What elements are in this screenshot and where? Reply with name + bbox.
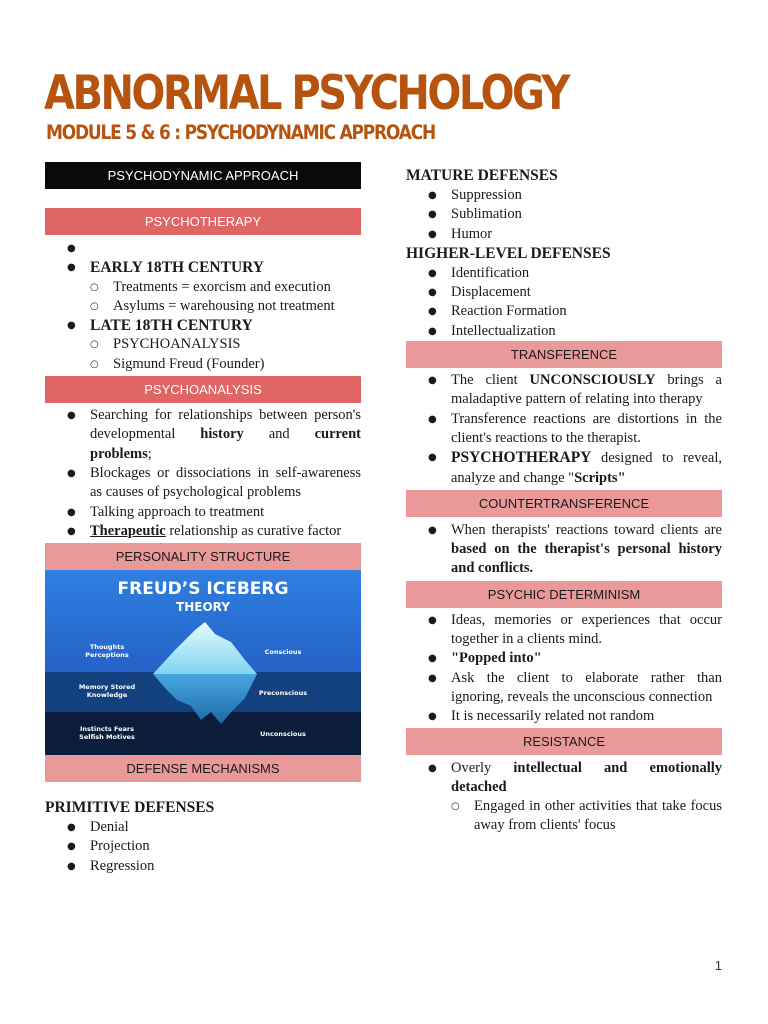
mature-defenses-title: MATURE DEFENSES bbox=[406, 167, 558, 184]
list-item: ● PSYCHOTHERAPY designed to reveal, analyze and change "Scripts" bbox=[406, 448, 722, 488]
iceberg-label: Selfish Motives bbox=[79, 733, 135, 742]
sub-list-item: ○ Asylums = warehousing not treatment bbox=[90, 297, 361, 316]
list-item: ● Sublimation bbox=[406, 205, 722, 224]
psychic-determinism-list bbox=[406, 611, 722, 727]
right-column bbox=[406, 166, 722, 836]
personality-structure-header: PERSONALITY STRUCTURE bbox=[45, 543, 361, 570]
list-item: ● The client UNCONSCIOUSLY brings a maladaptive pattern of relating into therapy bbox=[406, 371, 722, 410]
iceberg-title: FREUD’S ICEBERG bbox=[117, 579, 289, 600]
list-item: ● Therapeutic relationship as curative factor bbox=[45, 522, 361, 541]
sub-list bbox=[451, 797, 722, 836]
iceberg-label: Instincts Fears bbox=[79, 725, 135, 734]
countertransference-header: COUNTERTRANSFERENCE bbox=[406, 490, 722, 517]
transference-list bbox=[406, 371, 722, 488]
iceberg-label: Preconscious bbox=[258, 689, 308, 698]
document-subtitle: MODULE 5 & 6 : PSYCHODYNAMIC APPROACH bbox=[46, 121, 435, 145]
list-item: ● Ideas, memories or experiences that occur together in a clients mind. bbox=[406, 611, 722, 650]
list-item bbox=[45, 258, 361, 316]
sub-list bbox=[90, 335, 361, 374]
left-column bbox=[45, 162, 361, 876]
mature-defenses-list bbox=[406, 186, 722, 244]
list-item: ● Ask the client to elaborate rather than ignoring, reveals the unconscious connection bbox=[406, 669, 722, 708]
late-century-heading: LATE 18TH CENTURY bbox=[90, 317, 253, 335]
list-item: ● Reaction Formation bbox=[406, 302, 722, 321]
iceberg-label: Memory Stored bbox=[78, 683, 136, 692]
list-item: ● Blockages or dissociations in self-awareness as causes of psychological problems bbox=[45, 464, 361, 503]
document-title: ABNORMAL PSYCHOLOGY bbox=[44, 66, 568, 121]
primitive-defenses-title: PRIMITIVE DEFENSES bbox=[45, 799, 215, 817]
list-item: ● Displacement bbox=[406, 283, 722, 302]
sub-list-item: ○ PSYCHOANALYSIS bbox=[90, 335, 361, 354]
early-century-heading: EARLY 18TH CENTURY bbox=[90, 259, 265, 277]
primitive-defenses-list bbox=[45, 818, 361, 876]
iceberg-label: Knowledge bbox=[86, 691, 128, 700]
defense-mechanisms-header: DEFENSE MECHANISMS bbox=[45, 755, 361, 782]
list-item bbox=[45, 316, 361, 374]
iceberg-label: Thoughts bbox=[89, 643, 125, 652]
psychotherapy-header: PSYCHOTHERAPY bbox=[45, 208, 361, 235]
psychic-determinism-header: PSYCHIC DETERMINISM bbox=[406, 581, 722, 608]
higher-level-defenses-list bbox=[406, 264, 722, 341]
sub-list-item: ○ Sigmund Freud (Founder) bbox=[90, 355, 361, 374]
resistance-header: RESISTANCE bbox=[406, 728, 722, 755]
higher-level-defenses-title: HIGHER-LEVEL DEFENSES bbox=[406, 244, 611, 262]
sub-list-item: ○ Treatments = exorcism and execution bbox=[90, 278, 361, 297]
page-number: 1 bbox=[714, 958, 722, 973]
iceberg-label: Perceptions bbox=[85, 651, 129, 660]
countertransference-list bbox=[406, 521, 722, 579]
iceberg-label: Conscious bbox=[264, 648, 302, 657]
resistance-list bbox=[406, 759, 722, 836]
list-item: ● Identification bbox=[406, 264, 722, 283]
list-item: ● When therapists' reactions toward clients are based on the therapist's personal history and conflicts. bbox=[406, 521, 722, 579]
psychotherapy-list bbox=[45, 239, 361, 374]
psychoanalysis-header: PSYCHOANALYSIS bbox=[45, 376, 361, 403]
list-item: ● Regression bbox=[45, 857, 361, 876]
list-item: ● Talking approach to treatment bbox=[45, 503, 361, 522]
list-item: ● Suppression bbox=[406, 186, 722, 205]
list-item: ● Transference reactions are distortions in the client's reactions to the therapist. bbox=[406, 410, 722, 449]
iceberg-label: Unconscious bbox=[260, 730, 306, 739]
list-item: ● Projection bbox=[45, 837, 361, 856]
iceberg-subtitle: THEORY bbox=[176, 600, 230, 615]
empty-bullet bbox=[45, 239, 361, 258]
list-item: ● Searching for relationships between person's developmental history and current problems; bbox=[45, 406, 361, 464]
psychodynamic-approach-header: PSYCHODYNAMIC APPROACH bbox=[45, 162, 361, 189]
list-item: ● "Popped into" bbox=[406, 649, 722, 668]
psychoanalysis-list bbox=[45, 406, 361, 541]
list-item: ● Humor bbox=[406, 225, 722, 244]
freud-iceberg-image bbox=[45, 570, 361, 755]
list-item: ● Denial bbox=[45, 818, 361, 837]
list-item: ● Overly intellectual and emotionally detached ○ Engaged in other activities that take focus away from clients' focus bbox=[406, 759, 722, 836]
list-item: ● Intellectualization bbox=[406, 322, 722, 341]
list-item: ● It is necessarily related not random bbox=[406, 707, 722, 726]
sub-list bbox=[90, 278, 361, 317]
transference-header: TRANSFERENCE bbox=[406, 341, 722, 368]
sub-list-item: ○ Engaged in other activities that take focus away from clients' focus bbox=[451, 797, 722, 836]
